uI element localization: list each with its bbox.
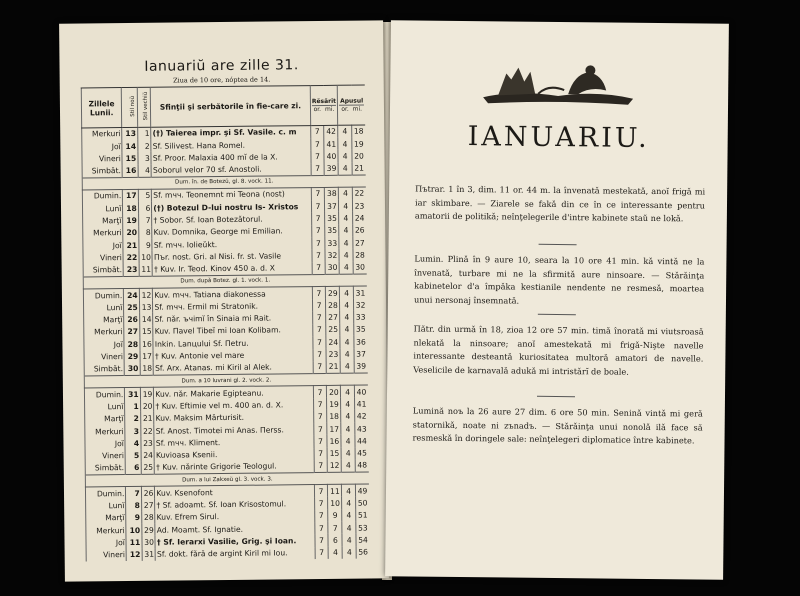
sunrise-min: 27 <box>326 311 340 324</box>
day-name: Merkuri <box>86 524 126 537</box>
month-title: IANUARIU. <box>467 121 650 154</box>
sunrise-min: 39 <box>325 162 339 175</box>
sunrise-min: 23 <box>326 348 340 361</box>
day-old: 16 <box>140 338 154 351</box>
saint-text: Sf. Arx. Atanas. mi Kiril al Alek. <box>154 361 313 375</box>
sunrise-min: 40 <box>324 150 338 163</box>
sunrise-hour: 7 <box>311 150 325 163</box>
sunset-hour: 4 <box>341 435 355 448</box>
sunrise-min: 15 <box>327 447 341 460</box>
table-row <box>86 546 370 561</box>
day-new: 21 <box>123 239 139 252</box>
sunrise-min: 16 <box>327 435 341 448</box>
day-new: 28 <box>124 338 140 351</box>
saint-text: Ad. Moamt. Sf. Ignatie. <box>155 522 314 536</box>
day-old: 18 <box>140 363 154 376</box>
sunset-min: 27 <box>353 237 367 250</box>
sunrise-hour: 7 <box>314 448 328 461</box>
calendar-body <box>82 125 370 562</box>
sunrise-min: 41 <box>324 138 338 151</box>
sunrise-hour: 7 <box>313 361 327 374</box>
sunset-hour: 4 <box>338 162 352 175</box>
sunset-hour: 4 <box>341 398 355 411</box>
page-subtitle: Ziua de 10 ore, nóptea de 14. <box>173 75 271 85</box>
day-name: Lunĭ <box>85 400 125 413</box>
sunrise-min: 19 <box>327 398 341 411</box>
day-old: 28 <box>141 511 155 524</box>
day-old: 20 <box>140 400 154 413</box>
sunset-hour: 4 <box>339 224 353 237</box>
day-old: 31 <box>142 549 156 562</box>
sunrise-min: 18 <box>327 410 341 423</box>
right-page <box>385 20 729 580</box>
day-new: 22 <box>123 251 139 264</box>
day-old: 27 <box>141 499 155 512</box>
sunrise-hour: 7 <box>310 125 324 138</box>
sunset-hour: 4 <box>342 546 356 559</box>
sunset-min: 43 <box>355 422 369 435</box>
sunset-min: 37 <box>354 348 368 361</box>
day-name: Simbǎt. <box>84 363 124 376</box>
sunset-hour: 4 <box>341 423 355 436</box>
sunset-hour: 4 <box>339 261 353 274</box>
sunrise-hour: 7 <box>312 299 326 312</box>
saint-text: Kuvioasa Ksenii. <box>154 448 313 462</box>
day-new: 2 <box>125 412 141 425</box>
day-name: Lunĭ <box>83 301 123 314</box>
day-old: 17 <box>140 350 154 363</box>
saint-text: † Kuv. Eftimie vel m. 400 an. d. X. <box>154 398 313 412</box>
day-new: 12 <box>126 549 142 562</box>
divider <box>538 314 576 315</box>
sunrise-min: 37 <box>325 200 339 213</box>
saint-text: † Kuv. Antonie vel mare <box>153 349 312 363</box>
sunrise-hour: 7 <box>311 237 325 250</box>
forecast-paragraph-2: Lumin. Plinǎ în 9 aure 10, seara la 10 ore 41 min. kǎ vintǎ ne la învenatǎ, turbare mi ne la sfirmitǎ aure ninsoare. — Stǎrǎinţa kabinetelor d'a împǎka kestianile nendente ne resmesǎ, moartea unui nersonaj însemnatǎ. <box>413 253 705 306</box>
saint-text: Sf. пǎr. ъчimĭ în Sinaia mi Rait. <box>153 311 312 325</box>
sunrise-hour: 7 <box>313 410 327 423</box>
day-old: 3 <box>138 152 152 165</box>
day-new: 9 <box>126 511 142 524</box>
sunrise-hour: 7 <box>313 423 327 436</box>
saint-text: Soborul velor 70 sf. Anostoli. <box>151 163 310 177</box>
sunset-min: 50 <box>356 497 370 510</box>
sunrise-min: 17 <box>327 423 341 436</box>
day-old: 9 <box>139 239 153 252</box>
sunset-min: 49 <box>355 484 369 497</box>
sunrise-min: 6 <box>328 534 342 547</box>
day-new: 16 <box>122 165 138 178</box>
day-new: 10 <box>126 524 142 537</box>
sunrise-hour: 7 <box>313 398 327 411</box>
day-new: 6 <box>126 462 142 475</box>
sunrise-min: 42 <box>324 125 338 138</box>
day-old: 11 <box>139 264 153 277</box>
day-name: Simbǎt. <box>82 165 122 178</box>
sunrise-hour: 7 <box>314 522 328 535</box>
day-new: 14 <box>122 140 138 153</box>
sunrise-hour: 7 <box>313 386 327 399</box>
sunset-hour: 4 <box>339 249 353 262</box>
sunrise-min: 4 <box>329 547 343 560</box>
saint-text: Kuv. mчч. Tatiana diakonessa <box>153 287 312 301</box>
day-new: 11 <box>126 536 142 549</box>
sunset-min: 22 <box>352 187 366 200</box>
day-new: 1 <box>125 400 141 413</box>
sunset-hour: 4 <box>342 534 356 547</box>
sunset-min: 40 <box>354 385 368 398</box>
day-old: 13 <box>139 301 153 314</box>
saint-text: Kuv. Ksenofont <box>155 485 314 499</box>
sunrise-hour: 7 <box>312 336 326 349</box>
day-old: 30 <box>142 536 156 549</box>
day-name: Merkuri <box>83 227 123 240</box>
day-old: 2 <box>138 140 152 153</box>
day-old: 25 <box>141 462 155 475</box>
sunset-hour: 4 <box>340 336 354 349</box>
divider <box>537 396 575 397</box>
sunrise-hour: 7 <box>315 534 329 547</box>
sunrise-hour: 7 <box>314 460 328 473</box>
day-name: Vineri <box>86 549 126 562</box>
day-old: 14 <box>139 313 153 326</box>
sunset-min: 23 <box>352 199 366 212</box>
saint-text: (†) Botezul D-lui nostru Is- Xristos <box>152 200 311 214</box>
sunset-hour: 4 <box>341 447 355 460</box>
week-label: Dum. în. de Botezŭ, gl. 8. voсk. 11. <box>82 175 366 190</box>
saint-text: † Sobor. Sf. Ioan Botezǎtorul. <box>152 212 311 226</box>
day-new: 8 <box>126 499 142 512</box>
header-sunrise: Rĕsărit or. mi. <box>310 85 338 125</box>
day-name: Joĭ <box>84 338 124 351</box>
sunset-hour: 4 <box>340 311 354 324</box>
day-old: 26 <box>141 487 155 500</box>
sunrise-hour: 7 <box>311 163 325 176</box>
sunset-min: 36 <box>354 336 368 349</box>
decorative-emblem-icon <box>478 59 639 111</box>
sunset-hour: 4 <box>341 361 355 374</box>
week-label: Dum. a lui Zakxeŭ gl. 3. voсk. 3. <box>85 472 369 487</box>
sunset-min: 28 <box>353 249 367 262</box>
sunrise-hour: 7 <box>314 435 328 448</box>
day-name: Merkuri <box>84 326 124 339</box>
sunset-hour: 4 <box>342 484 356 497</box>
sunrise-min: 29 <box>326 286 340 299</box>
page-title: Ianuariŭ are zille 31. <box>144 57 299 75</box>
week-label: Dum. dupǎ Botez. gl. 1. voсk. 1. <box>83 274 367 289</box>
sunset-hour: 4 <box>340 323 354 336</box>
sunset-hour: 4 <box>338 138 352 151</box>
day-old: 24 <box>141 449 155 462</box>
day-name: Dumin. <box>82 190 122 203</box>
sunset-min: 35 <box>354 323 368 336</box>
day-name: Marţĭ <box>83 214 123 227</box>
day-new: 18 <box>123 202 139 215</box>
day-old: 19 <box>140 387 154 400</box>
saint-text: Kuv. пǎr. Makarie Egipteanu. <box>154 386 313 400</box>
sunset-min: 18 <box>352 125 366 138</box>
header-old-style: Stil vechiŭ <box>137 87 151 127</box>
day-name: Dumin. <box>84 388 124 401</box>
day-old: 7 <box>138 214 152 227</box>
day-name: Simbǎt. <box>85 462 125 475</box>
sunset-hour: 4 <box>338 125 352 138</box>
sunrise-min: 12 <box>328 460 342 473</box>
day-old: 29 <box>142 524 156 537</box>
sunrise-hour: 7 <box>312 311 326 324</box>
sunset-hour: 4 <box>338 150 352 163</box>
day-new: 29 <box>124 350 140 363</box>
sunset-min: 44 <box>355 435 369 448</box>
sunset-min: 42 <box>355 410 369 423</box>
day-name: Vineri <box>84 351 124 364</box>
sunset-hour: 4 <box>339 187 353 200</box>
day-old: 1 <box>137 127 151 140</box>
sunset-hour: 4 <box>340 299 354 312</box>
week-label: Dum. a 10 luvrani gl. 2. voсk. 2. <box>84 373 368 388</box>
sunrise-min: 33 <box>325 237 339 250</box>
sunrise-min: 35 <box>325 212 339 225</box>
saint-text: Sf. dokt. fǎrǎ de argint Kiril mi Iou. <box>155 547 314 561</box>
saint-text: Sf. mчч. Teonemnt mi Teona (nost) <box>152 188 311 202</box>
sunset-min: 45 <box>355 447 369 460</box>
sunset-min: 30 <box>353 261 367 274</box>
day-new: 20 <box>123 227 139 240</box>
sunset-min: 20 <box>352 150 366 163</box>
sunrise-min: 21 <box>327 361 341 374</box>
sunset-hour: 4 <box>340 286 354 299</box>
sunrise-hour: 7 <box>315 547 329 560</box>
sunset-min: 41 <box>355 398 369 411</box>
day-old: 10 <box>139 251 153 264</box>
day-name: Marţĭ <box>84 313 124 326</box>
day-old: 5 <box>138 189 152 202</box>
day-name: Joĭ <box>83 239 123 252</box>
sunset-hour: 4 <box>342 509 356 522</box>
day-old: 6 <box>138 202 152 215</box>
saint-text: Sf. mчч. Ermil mi Stratonik. <box>153 299 312 313</box>
sunrise-min: 32 <box>325 249 339 262</box>
sunrise-hour: 7 <box>311 187 325 200</box>
day-name: Lunĭ <box>86 499 126 512</box>
sunset-hour: 4 <box>341 385 355 398</box>
day-new: 3 <box>125 425 141 438</box>
sunrise-min: 10 <box>328 497 342 510</box>
saint-text: Inkin. Lanцului Sf. Пetru. <box>153 336 312 350</box>
saint-text: Sf. Anost. Timotei mi Anas. Пerss. <box>154 423 313 437</box>
day-new: 5 <box>125 450 141 463</box>
saint-text: Sf. mчч. Iolieŭkt. <box>152 237 311 251</box>
saint-text: Kuv. Efrem Sirul. <box>155 510 314 524</box>
day-new: 19 <box>123 214 139 227</box>
forecast-paragraph-4: Lumină noъ la 26 aure 27 dim. 6 ore 50 min. Seninǎ vintǎ mi gerǎ statornikǎ, noate ni zъnadъ. — Stǎrǎinţa unui nonolǎ ilǎ face să resmeskǎ în doringele sale: neînţelegeri diplomatice între kabinete. <box>412 405 703 446</box>
header-new-style: Stil noŭ <box>122 87 138 127</box>
sunrise-hour: 7 <box>312 262 326 275</box>
sunset-hour: 4 <box>341 410 355 423</box>
header-saints: Sfinţii şi serbătorile în fie-care zi. <box>151 86 311 128</box>
saint-text: (†) Taierea impr. şi Sf. Vasile. c. m <box>151 126 310 140</box>
sunset-min: 26 <box>353 224 367 237</box>
sunset-min: 56 <box>356 546 370 559</box>
sunset-hour: 4 <box>342 460 356 473</box>
day-new: 13 <box>122 127 138 140</box>
day-name: Lunĭ <box>82 202 122 215</box>
day-name: Simbǎt. <box>83 264 123 277</box>
forecast-paragraph-3: Пătr. din urmǎ în 18, zioa 12 ore 57 min. timǎ înoratǎ mi viutsroasǎ nlekatǎ la ninsoare; anoĭ amestekatǎ mi frigǎ-Nişte navelle interessante desteantǎ kuriositatea multorǎ amatori de navelle. Veselicile de karnavalǎ adukǎ mi intristǎrĭ de boale. <box>413 323 704 377</box>
day-new: 25 <box>124 301 140 314</box>
sunrise-min: 30 <box>326 262 340 275</box>
sunrise-hour: 7 <box>314 485 328 498</box>
day-new: 24 <box>124 288 140 301</box>
sunset-min: 19 <box>352 137 366 150</box>
saint-text: Sf. Silivest. Hana Romel. <box>151 138 310 152</box>
sunset-min: 51 <box>356 509 370 522</box>
sunset-hour: 4 <box>342 522 356 535</box>
sunset-hour: 4 <box>340 348 354 361</box>
day-new: 26 <box>124 313 140 326</box>
sunrise-min: 24 <box>326 336 340 349</box>
day-name: Joĭ <box>86 536 126 549</box>
sunrise-hour: 7 <box>311 212 325 225</box>
sunset-hour: 4 <box>339 199 353 212</box>
sunrise-hour: 7 <box>310 138 324 151</box>
sunrise-min: 25 <box>326 324 340 337</box>
saint-text: Sf. mчч. Kliment. <box>154 435 313 449</box>
sunset-min: 33 <box>354 311 368 324</box>
table-header-row <box>81 85 365 128</box>
day-name: Dumin. <box>85 487 125 500</box>
day-name: Marţĭ <box>85 413 125 426</box>
day-new: 31 <box>125 388 141 401</box>
sunrise-hour: 7 <box>314 497 328 510</box>
sunset-min: 21 <box>352 162 366 175</box>
saint-text: † Sf. Ierarxi Vasilie, Grig. şi Ioan. <box>155 534 314 548</box>
day-old: 12 <box>139 288 153 301</box>
day-name: Merkuri <box>82 128 122 141</box>
day-new: 23 <box>123 264 139 277</box>
sunset-min: 53 <box>356 521 370 534</box>
sunrise-min: 20 <box>327 385 341 398</box>
sunrise-min: 9 <box>328 509 342 522</box>
day-name: Joĭ <box>85 437 125 450</box>
day-name: Dumin. <box>83 289 123 302</box>
saint-text: † Sf. adoamt. Sf. Ioan Krisostomul. <box>155 497 314 511</box>
sunrise-min: 28 <box>326 299 340 312</box>
forecast-paragraph-1: Пъtrar. 1 în 3, dim. 11 or. 44 m. la învenatǎ mestekatǎ, anoĭ frigǎ mi iar skimbare. — Ziarele se fakǎ din ce în ce interessante pentru amatorii de politikǎ; neînţelegerile d'intre kabinete staŭ ne lokǎ. <box>414 183 706 224</box>
sunrise-hour: 7 <box>312 249 326 262</box>
header-day: Zillele Lunii. <box>81 88 122 128</box>
sunrise-hour: 7 <box>313 348 327 361</box>
sunset-min: 48 <box>355 460 369 473</box>
saint-text: Kuv. Пavel Tibeĭ mi Ioan Kolibam. <box>153 324 312 338</box>
sunrise-min: 38 <box>325 187 339 200</box>
day-old: 21 <box>140 412 154 425</box>
sunrise-hour: 7 <box>314 510 328 523</box>
saint-text: Kuv. Domnika, George mi Emilian. <box>152 225 311 239</box>
sunset-min: 31 <box>353 286 367 299</box>
day-old: 22 <box>141 425 155 438</box>
sunrise-min: 7 <box>328 522 342 535</box>
sunset-min: 39 <box>354 360 368 373</box>
day-new: 27 <box>124 326 140 339</box>
saint-text: Пъr. nost. Gri. al Nisi. fr. st. Vasile <box>152 249 311 263</box>
day-name: Vineri <box>83 251 123 264</box>
sunrise-min: 35 <box>325 224 339 237</box>
day-new: 17 <box>123 189 139 202</box>
day-name: Marţĭ <box>86 512 126 525</box>
day-new: 7 <box>126 487 142 500</box>
left-page <box>59 20 389 581</box>
sunrise-hour: 7 <box>312 287 326 300</box>
divider <box>539 244 577 245</box>
header-sunset: Apusul or. mi. <box>338 85 366 125</box>
sunset-hour: 4 <box>339 237 353 250</box>
day-old: 15 <box>139 325 153 338</box>
day-old: 23 <box>141 437 155 450</box>
sunset-min: 54 <box>356 534 370 547</box>
day-old: 4 <box>138 164 152 177</box>
sunset-min: 32 <box>353 298 367 311</box>
day-name: Merkuri <box>85 425 125 438</box>
sunset-hour: 4 <box>342 497 356 510</box>
saint-text: Kuv. Maksim Mǎrturisit. <box>154 411 313 425</box>
saint-text: † Kuv. Ir. Teod. Kinov 450 a. d. X <box>152 262 311 276</box>
day-old: 8 <box>138 226 152 239</box>
day-new: 15 <box>122 152 138 165</box>
sunrise-hour: 7 <box>312 324 326 337</box>
sunrise-hour: 7 <box>311 200 325 213</box>
day-name: Joĭ <box>82 140 122 153</box>
calendar-table <box>81 85 370 562</box>
day-name: Vineri <box>85 450 125 463</box>
sunset-min: 24 <box>353 212 367 225</box>
day-new: 30 <box>124 363 140 376</box>
saint-text: Sf. Proor. Malaxia 400 mĭ de la X. <box>151 150 310 164</box>
sunrise-hour: 7 <box>311 225 325 238</box>
sunrise-min: 11 <box>328 485 342 498</box>
saint-text: † Kuv. пǎrinte Grigorie Teologul. <box>155 460 314 474</box>
day-name: Vineri <box>82 152 122 165</box>
day-new: 4 <box>125 437 141 450</box>
sunset-hour: 4 <box>339 212 353 225</box>
